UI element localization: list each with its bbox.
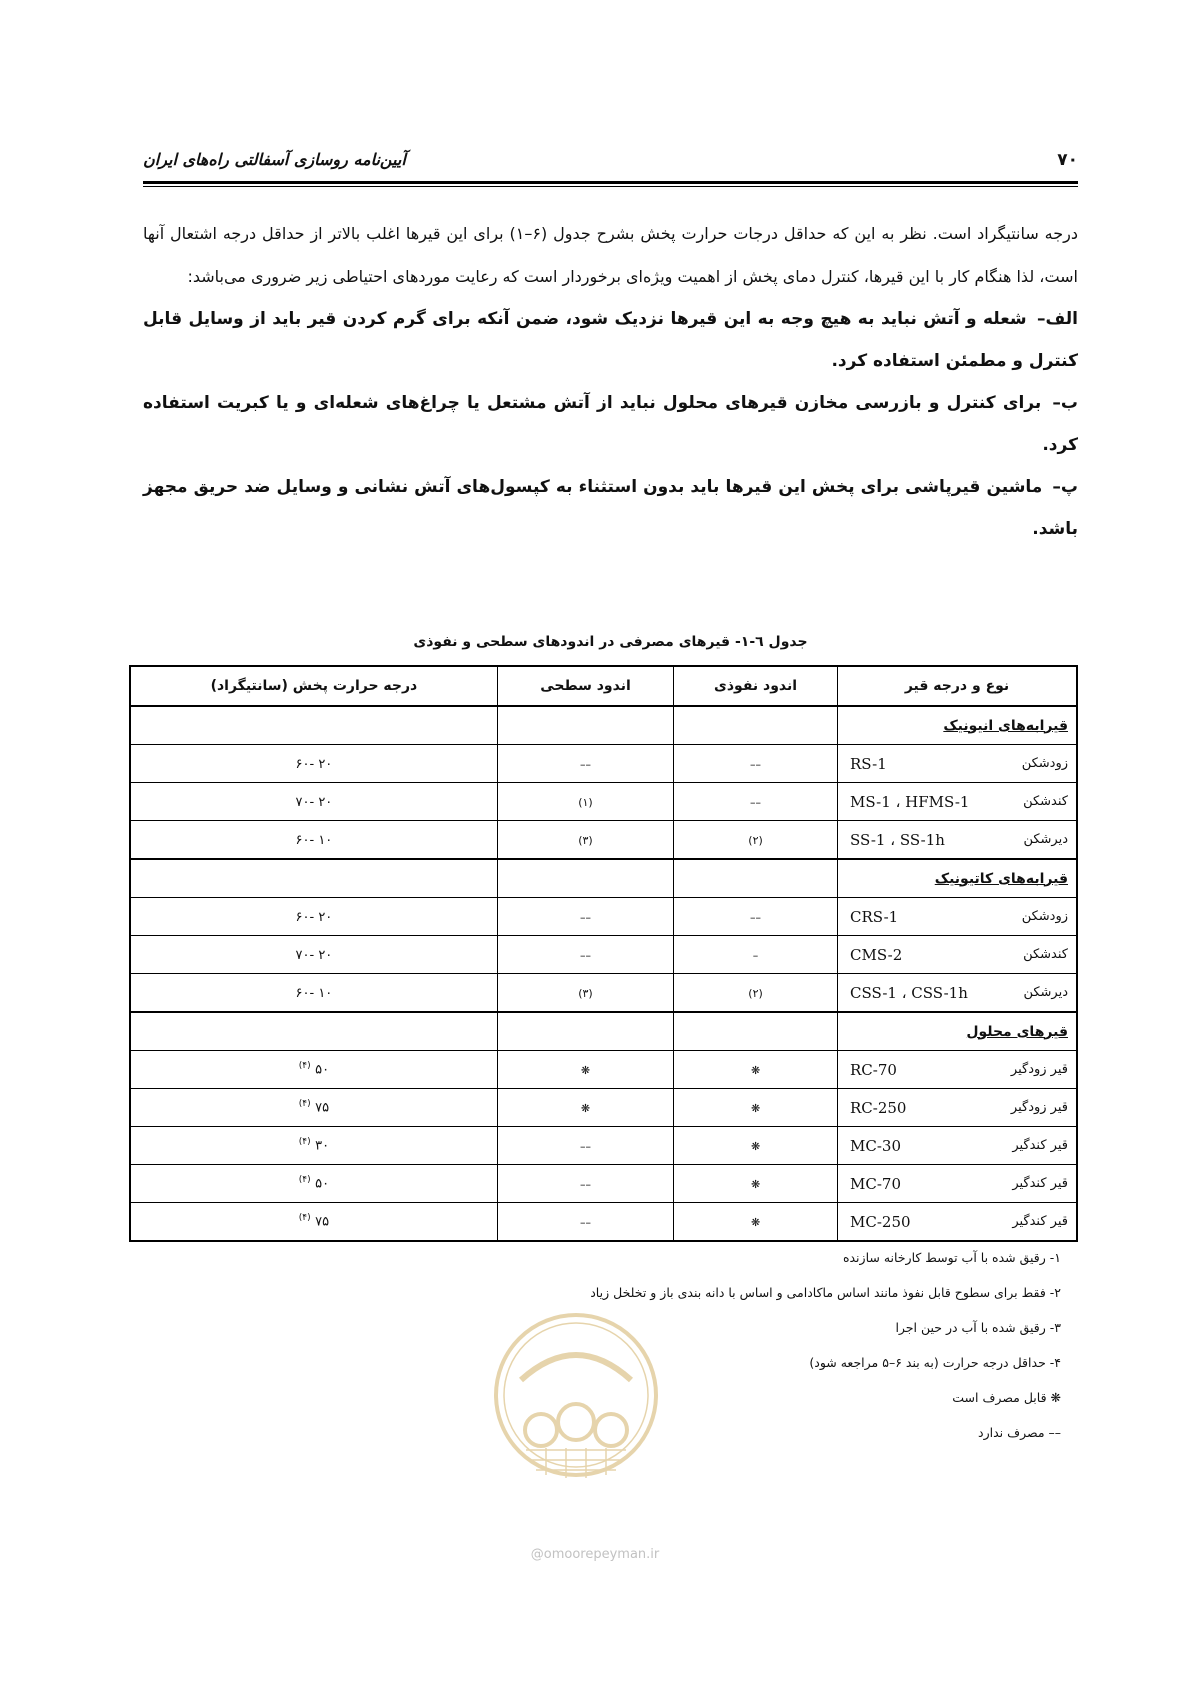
group-name-cell bbox=[838, 859, 1078, 898]
footnote-ref: (۴) bbox=[298, 1099, 311, 1110]
note: ۱- رقیق شده با آب توسط کارخانه سازنده bbox=[842, 1250, 1061, 1265]
header-temp: درجه حرارت پخش (سانتیگراد) bbox=[130, 666, 497, 706]
bitumen-grade: CSS-1 ، CSS-1h bbox=[850, 983, 968, 1002]
bitumen-type: قیر زودگیر bbox=[1010, 1099, 1068, 1115]
prime-cell bbox=[674, 821, 838, 860]
tack-cell bbox=[497, 1051, 673, 1089]
header-rule-thick bbox=[143, 181, 1078, 184]
item-mark: پ– bbox=[1052, 477, 1079, 497]
tack-value: (۳) bbox=[578, 986, 593, 1000]
group-name: قیرابه‌های کاتیونیک bbox=[934, 870, 1068, 887]
tack-value: ❋ bbox=[580, 1101, 591, 1115]
body-text bbox=[143, 212, 1078, 550]
item-text: برای کنترل و بازرسی مخازن قیرهای محلول نباید از آتش مشتعل یا چراغ‌های شعله‌ای و یا کبریت استفاده کرد. bbox=[143, 393, 1078, 455]
footnote-ref: (۴) bbox=[298, 1213, 311, 1224]
item-mark: الف– bbox=[1037, 309, 1078, 329]
group-row bbox=[130, 859, 1077, 898]
table-row bbox=[130, 1051, 1077, 1089]
bitumen-type: کندشکن bbox=[1023, 946, 1068, 962]
prime-value: –– bbox=[750, 795, 762, 809]
tack-value: ❋ bbox=[580, 1063, 591, 1077]
table-row bbox=[130, 745, 1077, 783]
bitumen-grade: MC-70 bbox=[850, 1174, 901, 1193]
table-body bbox=[130, 706, 1077, 1241]
temp-cell bbox=[130, 1051, 497, 1089]
prime-cell bbox=[674, 1203, 838, 1242]
table-row bbox=[130, 783, 1077, 821]
table-row bbox=[130, 1165, 1077, 1203]
tack-value: –– bbox=[579, 910, 591, 924]
empty-cell bbox=[497, 706, 673, 745]
type-cell bbox=[838, 1089, 1078, 1127]
temp-cell bbox=[130, 1089, 497, 1127]
tack-value: (۱) bbox=[578, 795, 593, 809]
prime-cell bbox=[674, 936, 838, 974]
temp-value: ۵۰ bbox=[315, 1176, 330, 1192]
type-cell bbox=[838, 821, 1078, 860]
item-pe bbox=[143, 466, 1078, 550]
tack-value: –– bbox=[579, 948, 591, 962]
temp-cell bbox=[130, 974, 497, 1013]
prime-cell bbox=[674, 745, 838, 783]
footnote-ref: (۴) bbox=[298, 1137, 311, 1148]
bitumen-grade: MC-30 bbox=[850, 1136, 901, 1155]
empty-cell bbox=[497, 1012, 673, 1051]
tack-value: (۳) bbox=[578, 833, 593, 847]
prime-cell bbox=[674, 1165, 838, 1203]
table-row bbox=[130, 974, 1077, 1013]
table-row bbox=[130, 1127, 1077, 1165]
temp-cell bbox=[130, 898, 497, 936]
temp-value: ۲۰ -۶۰ bbox=[295, 756, 333, 772]
empty-cell bbox=[497, 859, 673, 898]
bitumen-type: قیر کندگیر bbox=[1012, 1175, 1068, 1191]
bitumen-grade: CRS-1 bbox=[850, 907, 899, 926]
tack-value: –– bbox=[579, 1177, 591, 1191]
bitumen-type: قیر زودگیر bbox=[1010, 1061, 1068, 1077]
temp-cell bbox=[130, 745, 497, 783]
table-row bbox=[130, 1203, 1077, 1242]
prime-cell bbox=[674, 1127, 838, 1165]
prime-value: ❋ bbox=[750, 1215, 761, 1229]
group-name: قیرابه‌های انیونیک bbox=[943, 717, 1068, 734]
table-row bbox=[130, 898, 1077, 936]
group-name-cell bbox=[838, 1012, 1078, 1051]
tack-cell bbox=[497, 1127, 673, 1165]
prime-value: –– bbox=[750, 757, 762, 771]
temp-cell bbox=[130, 1203, 497, 1242]
prime-value: (۲) bbox=[748, 833, 763, 847]
item-alef bbox=[143, 298, 1078, 382]
temp-value: ۷۵ bbox=[315, 1214, 330, 1230]
note: ❋ قابل مصرف است bbox=[952, 1390, 1061, 1405]
tack-cell bbox=[497, 1165, 673, 1203]
temp-value: ۱۰ -۶۰ bbox=[295, 832, 333, 848]
table-caption: جدول ٦-١- قیرهای مصرفی در اندودهای سطحی و نفوذی bbox=[413, 634, 808, 650]
temp-cell bbox=[130, 1127, 497, 1165]
bitumen-grade: SS-1 ، SS-1h bbox=[850, 830, 945, 849]
prime-value: – bbox=[752, 948, 759, 962]
tack-value: –– bbox=[579, 1215, 591, 1229]
temp-value: ۲۰ -۷۰ bbox=[295, 947, 333, 963]
group-name-cell bbox=[838, 706, 1078, 745]
watermark-seal-icon bbox=[491, 1310, 661, 1495]
tack-cell bbox=[497, 898, 673, 936]
item-mark: ب– bbox=[1052, 393, 1079, 413]
table-row bbox=[130, 821, 1077, 860]
temp-cell bbox=[130, 1165, 497, 1203]
bitumen-type: کندشکن bbox=[1023, 793, 1068, 809]
note: ۲- فقط برای سطوح قابل نفوذ مانند اساس ماکادامی و اساس با دانه بندی باز و تخلخل زیاد bbox=[590, 1285, 1061, 1300]
intro-paragraph: درجه سانتیگراد است. نظر به این که حداقل درجات حرارت پخش بشرح جدول (۶–۱) برای این قیرها اغلب بالاتر از حداقل درجه اشتعال آنها است، لذا هنگام کار با این قیرها، کنترل دمای پخش از اهمیت ویژه‌ای برخوردار است که رعایت موردهای احتیاطی زیر ضروری می‌باشد: bbox=[143, 224, 1079, 286]
prime-value: ❋ bbox=[750, 1101, 761, 1115]
page-header bbox=[143, 148, 1078, 180]
bitumen-grade: MC-250 bbox=[850, 1212, 911, 1231]
empty-cell bbox=[674, 706, 838, 745]
bitumen-grade: MS-1 ، HFMS-1 bbox=[850, 792, 970, 811]
prime-cell bbox=[674, 1089, 838, 1127]
table-row bbox=[130, 1089, 1077, 1127]
bitumen-grade: CMS-2 bbox=[850, 945, 903, 964]
item-be bbox=[143, 382, 1078, 466]
empty-cell bbox=[130, 859, 497, 898]
prime-cell bbox=[674, 974, 838, 1013]
tack-value: –– bbox=[579, 757, 591, 771]
temp-value: ۲۰ -۶۰ bbox=[295, 909, 333, 925]
running-title: آیین‌نامه روسازی آسفالتی راه‌های ایران bbox=[143, 150, 406, 169]
temp-value: ۱۰ -۶۰ bbox=[295, 985, 333, 1001]
prime-value: ❋ bbox=[750, 1063, 761, 1077]
temp-cell bbox=[130, 783, 497, 821]
bitumen-type: زودشکن bbox=[1021, 755, 1068, 771]
tack-cell bbox=[497, 936, 673, 974]
watermark-site: @omoorepeyman.ir bbox=[530, 1547, 660, 1562]
bitumen-table bbox=[129, 665, 1078, 1242]
prime-value: –– bbox=[750, 910, 762, 924]
header-rule-thin bbox=[143, 186, 1078, 187]
prime-cell bbox=[674, 783, 838, 821]
temp-value: ۵۰ bbox=[315, 1062, 330, 1078]
prime-cell bbox=[674, 1051, 838, 1089]
type-cell bbox=[838, 1165, 1078, 1203]
group-name: قیرهای محلول bbox=[966, 1023, 1068, 1040]
type-cell bbox=[838, 936, 1078, 974]
bitumen-type: دیرشکن bbox=[1023, 984, 1068, 1000]
temp-value: ۲۰ -۷۰ bbox=[295, 794, 333, 810]
type-cell bbox=[838, 898, 1078, 936]
group-row bbox=[130, 706, 1077, 745]
bitumen-grade: RC-250 bbox=[850, 1098, 907, 1117]
footnote-ref: (۴) bbox=[298, 1061, 311, 1072]
bitumen-grade: RC-70 bbox=[850, 1060, 897, 1079]
empty-cell bbox=[674, 1012, 838, 1051]
bitumen-type: دیرشکن bbox=[1023, 831, 1068, 847]
bitumen-grade: RS-1 bbox=[850, 754, 887, 773]
note: ۴- حداقل درجه حرارت (به بند ۶–۵ مراجعه شود) bbox=[809, 1355, 1061, 1370]
header-type: نوع و درجه قیر bbox=[838, 666, 1078, 706]
item-text: ماشین قیرپاشی برای پخش این قیرها باید بدون استثناء به کپسول‌های آتش نشانی و وسایل ضد حریق مجهز باشد. bbox=[143, 477, 1078, 539]
type-cell bbox=[838, 1127, 1078, 1165]
type-cell bbox=[838, 1203, 1078, 1242]
tack-cell bbox=[497, 1089, 673, 1127]
prime-value: ❋ bbox=[750, 1177, 761, 1191]
empty-cell bbox=[130, 706, 497, 745]
temp-cell bbox=[130, 936, 497, 974]
bitumen-type: قیر کندگیر bbox=[1012, 1213, 1068, 1229]
prime-cell bbox=[674, 898, 838, 936]
type-cell bbox=[838, 1051, 1078, 1089]
prime-value: (۲) bbox=[748, 986, 763, 1000]
tack-cell bbox=[497, 745, 673, 783]
table-header-row bbox=[130, 666, 1077, 706]
temp-value: ۳۰ bbox=[315, 1138, 330, 1154]
type-cell bbox=[838, 783, 1078, 821]
prime-value: ❋ bbox=[750, 1139, 761, 1153]
group-row bbox=[130, 1012, 1077, 1051]
table-row bbox=[130, 936, 1077, 974]
temp-value: ۷۵ bbox=[315, 1100, 330, 1116]
footnote-ref: (۴) bbox=[298, 1175, 311, 1186]
page-number: ۷۰ bbox=[1057, 150, 1078, 170]
type-cell bbox=[838, 974, 1078, 1013]
note: ۳- رقیق شده با آب در حین اجرا bbox=[895, 1320, 1061, 1335]
header-prime: اندود نفوذی bbox=[674, 666, 838, 706]
header-tack: اندود سطحی bbox=[497, 666, 673, 706]
empty-cell bbox=[674, 859, 838, 898]
bitumen-type: قیر کندگیر bbox=[1012, 1137, 1068, 1153]
note: –– مصرف ندارد bbox=[978, 1425, 1061, 1440]
tack-cell bbox=[497, 821, 673, 860]
item-text: شعله و آتش نباید به هیچ وجه به این قیرها نزدیک شود، ضمن آنکه برای گرم کردن قیر باید از وسایل قابل کنترل و مطمئن استفاده کرد. bbox=[143, 309, 1078, 371]
temp-cell bbox=[130, 821, 497, 860]
tack-cell bbox=[497, 974, 673, 1013]
empty-cell bbox=[130, 1012, 497, 1051]
bitumen-type: زودشکن bbox=[1021, 908, 1068, 924]
tack-cell bbox=[497, 783, 673, 821]
tack-value: –– bbox=[579, 1139, 591, 1153]
tack-cell bbox=[497, 1203, 673, 1242]
type-cell bbox=[838, 745, 1078, 783]
